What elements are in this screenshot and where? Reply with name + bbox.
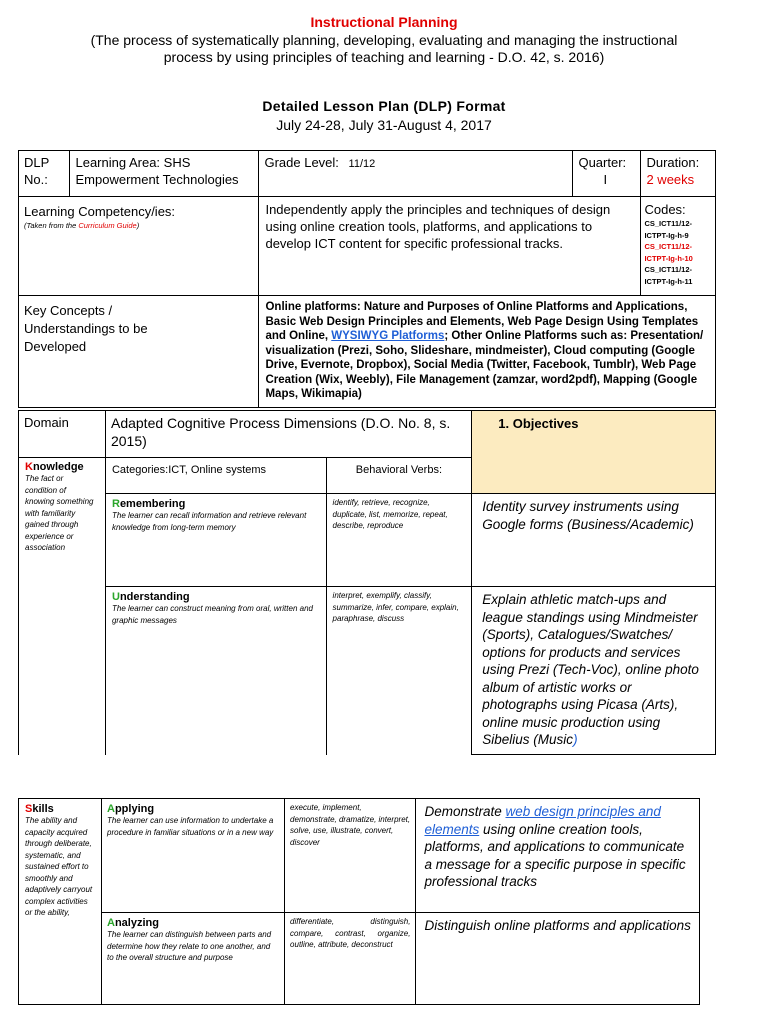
verbs-header: Behavioral Verbs: <box>355 464 443 476</box>
web-design-principles-link[interactable]: web design principles and elements <box>424 804 661 837</box>
analyzing-objective: Distinguish online platforms and applications <box>424 918 691 933</box>
applying-initial: A <box>107 803 115 815</box>
analyzing-rest: nalyzing <box>114 917 159 929</box>
quarter-cell <box>573 151 641 197</box>
codes-cell <box>641 197 716 296</box>
remembering-verbs-cell <box>326 494 472 587</box>
lesson-info-table <box>18 150 716 408</box>
remembering-initial: R <box>111 498 120 510</box>
knowledge-heading <box>25 461 99 473</box>
duration-cell <box>641 151 716 197</box>
skills-table <box>18 798 700 1005</box>
applying-cell <box>102 799 285 913</box>
applying-rest: pplying <box>114 803 155 815</box>
analyzing-heading <box>107 917 279 929</box>
doc-subtitle <box>0 32 768 66</box>
curriculum-guide-link[interactable]: Curriculum Guide <box>78 221 137 230</box>
applying-desc: The learner can use information to undertake a procedure in familiar situations or in a new way <box>107 816 274 837</box>
note-suffix: ) <box>136 221 140 230</box>
learning-area-value: Empowerment Technologies <box>75 172 239 187</box>
understanding-rest: nderstanding <box>119 591 190 603</box>
skills-domain-cell <box>19 799 102 1005</box>
grade-value: 11/12 <box>348 158 376 170</box>
understanding-objective-end: ) <box>573 732 578 747</box>
subtitle-line-2: process by using principles of teaching and learning - D.O. 42, s. 2016) <box>163 49 605 65</box>
skills-rest: kills <box>32 803 54 815</box>
remembering-rest: emembering <box>119 498 186 510</box>
skills-initial: S <box>25 803 33 815</box>
understanding-desc: The learner can construct meaning from oral, written and graphic messages <box>111 604 313 625</box>
key-concepts-label-cell <box>19 296 259 408</box>
applying-heading <box>107 803 279 815</box>
knowledge-rest: nowledge <box>32 461 84 473</box>
learning-area-label: Learning Area: SHS <box>75 155 191 170</box>
code-2: CS_ICT11/12-ICTPT-Ig-h-10 <box>644 242 693 263</box>
key-concepts-text-cell <box>259 296 716 408</box>
understanding-cell <box>105 587 326 755</box>
key-concepts-text-1: Online platforms: Nature and Purposes of Online Platforms and Applications, Basic Web Design Principles and Elements, Web Page Design Using Templates and Online, <box>265 301 699 342</box>
code-3: CS_ICT11/12-ICTPT-Ig-h-11 <box>644 265 693 286</box>
applying-objective-post: using online creation tools, platforms, and applications to communicate a message for a specific purpose in specific professional tracks <box>424 821 686 889</box>
analyzing-verbs: differentiate, distinguish, compare, contrast, organize, outline, attribute, deconstruct <box>290 917 411 949</box>
applying-objective-cell <box>416 799 700 913</box>
verbs-header-cell <box>326 458 472 494</box>
quarter-label: Quarter: <box>578 155 627 170</box>
key-concepts-text-2: ; Other Online Platforms such as: Presentation/ visualization (Prezi, Soho, Slideshare, mindmeister), Cloud computing (Google Drive, Evernote, Dropbox), Social Media (Twitter, Facebook, Tumblr), Web Page Creation (Wix, Weebly), File Management (zamzar, word2pdf), Mapping (Google Maps, Wikimapia) <box>265 330 704 400</box>
competency-text-cell <box>259 197 641 296</box>
objectives-label: 1. Objectives <box>498 416 579 431</box>
grade-label: Grade Level: <box>264 155 339 170</box>
competency-label-cell <box>19 197 259 296</box>
code-1: CS_ICT11/12-ICTPT-Ig-h-9 <box>644 219 692 240</box>
remembering-cell <box>105 494 326 587</box>
competency-text: Independently apply the principles and techniques of design using online creation tools, platforms, and applications to develop ICT content for specific professional tracks. <box>265 202 611 251</box>
dimensions-label: Adapted Cognitive Process Dimensions (D.O. No. 8, s. 2015) <box>110 415 451 449</box>
understanding-initial: U <box>111 591 120 603</box>
objectives-header-cell <box>472 411 716 494</box>
understanding-verbs-cell <box>326 587 472 755</box>
understanding-verbs: interpret, exemplify, classify, summarize, infer, compare, explain, paraphrase, discuss <box>332 591 459 623</box>
analyzing-initial: A <box>107 917 115 929</box>
duration-value: 2 weeks <box>646 172 695 187</box>
knowledge-desc: The fact or condition of knowing something with familiarity gained through experience or association <box>25 474 94 552</box>
remembering-objective-cell <box>472 494 716 587</box>
dlp-label: DLP No.: <box>24 155 50 187</box>
dimensions-label-cell <box>105 411 471 458</box>
categories-cell <box>105 458 326 494</box>
wysiwyg-link[interactable]: WYSIWYG Platforms <box>331 330 445 342</box>
knowledge-table <box>18 410 716 755</box>
quarter-value: I <box>603 172 608 187</box>
remembering-heading <box>112 498 320 510</box>
knowledge-initial: K <box>25 461 33 473</box>
analyzing-desc: The learner can distinguish between parts and determine how they relate to one another, and to the overall structure and purpose <box>107 930 272 962</box>
grade-level-cell <box>259 151 573 197</box>
duration-label: Duration: <box>646 155 700 170</box>
knowledge-domain-cell <box>19 458 106 755</box>
skills-desc: The ability and capacity acquired through deliberate, systematic, and sustained effort to smoothly and adaptively carryout complex activities or the ability, <box>25 816 93 917</box>
note-prefix: (Taken from the <box>24 221 79 230</box>
understanding-objective <box>478 591 709 749</box>
applying-objective <box>422 803 693 891</box>
competency-label: Learning Competency/ies: <box>24 204 176 219</box>
analyzing-cell <box>102 913 285 1005</box>
learning-area-cell <box>70 151 259 197</box>
analyzing-verbs-cell <box>285 913 416 1005</box>
understanding-objective-text: Explain athletic match-ups and league standings using Mindmeister (Sports), Catalogues/Swatches/ options for products and services using Prezi (Tech-Voc), online photo album of artistic works or photographs using Picasa (Arts), online music production using Sibelius (Music <box>482 592 699 747</box>
understanding-objective-cell <box>472 587 716 755</box>
skills-heading <box>25 803 95 815</box>
competency-note <box>24 220 253 231</box>
categories-text: Categories:ICT, Online systems <box>111 464 267 476</box>
applying-verbs: execute, implement, demonstrate, dramatize, interpret, solve, use, illustrate, convert, discover <box>290 803 411 847</box>
applying-objective-pre: Demonstrate <box>424 804 506 819</box>
key-concepts-label: Key Concepts / Understandings to be Developed <box>24 303 148 354</box>
remembering-desc: The learner can recall information and retrieve relevant knowledge from long-term memory <box>111 511 307 532</box>
subtitle-line-1: (The process of systematically planning, developing, evaluating and managing the instructional <box>90 32 678 48</box>
dlp-no-cell <box>19 151 70 197</box>
remembering-verbs: identify, retrieve, recognize, duplicate, list, memorize, repeat, describe, reproduce <box>332 498 448 530</box>
applying-verbs-cell <box>285 799 416 913</box>
format-dates: July 24-28, July 31-August 4, 2017 <box>276 117 492 133</box>
analyzing-objective-cell <box>416 913 700 1005</box>
doc-title: Instructional Planning <box>310 14 458 30</box>
domain-label: Domain <box>24 415 69 430</box>
format-title: Detailed Lesson Plan (DLP) Format <box>262 98 506 114</box>
domain-label-cell <box>19 411 106 458</box>
remembering-objective: Identity survey instruments using Google forms (Business/Academic) <box>482 499 694 532</box>
codes-label: Codes: <box>644 202 686 217</box>
understanding-heading <box>112 591 320 603</box>
